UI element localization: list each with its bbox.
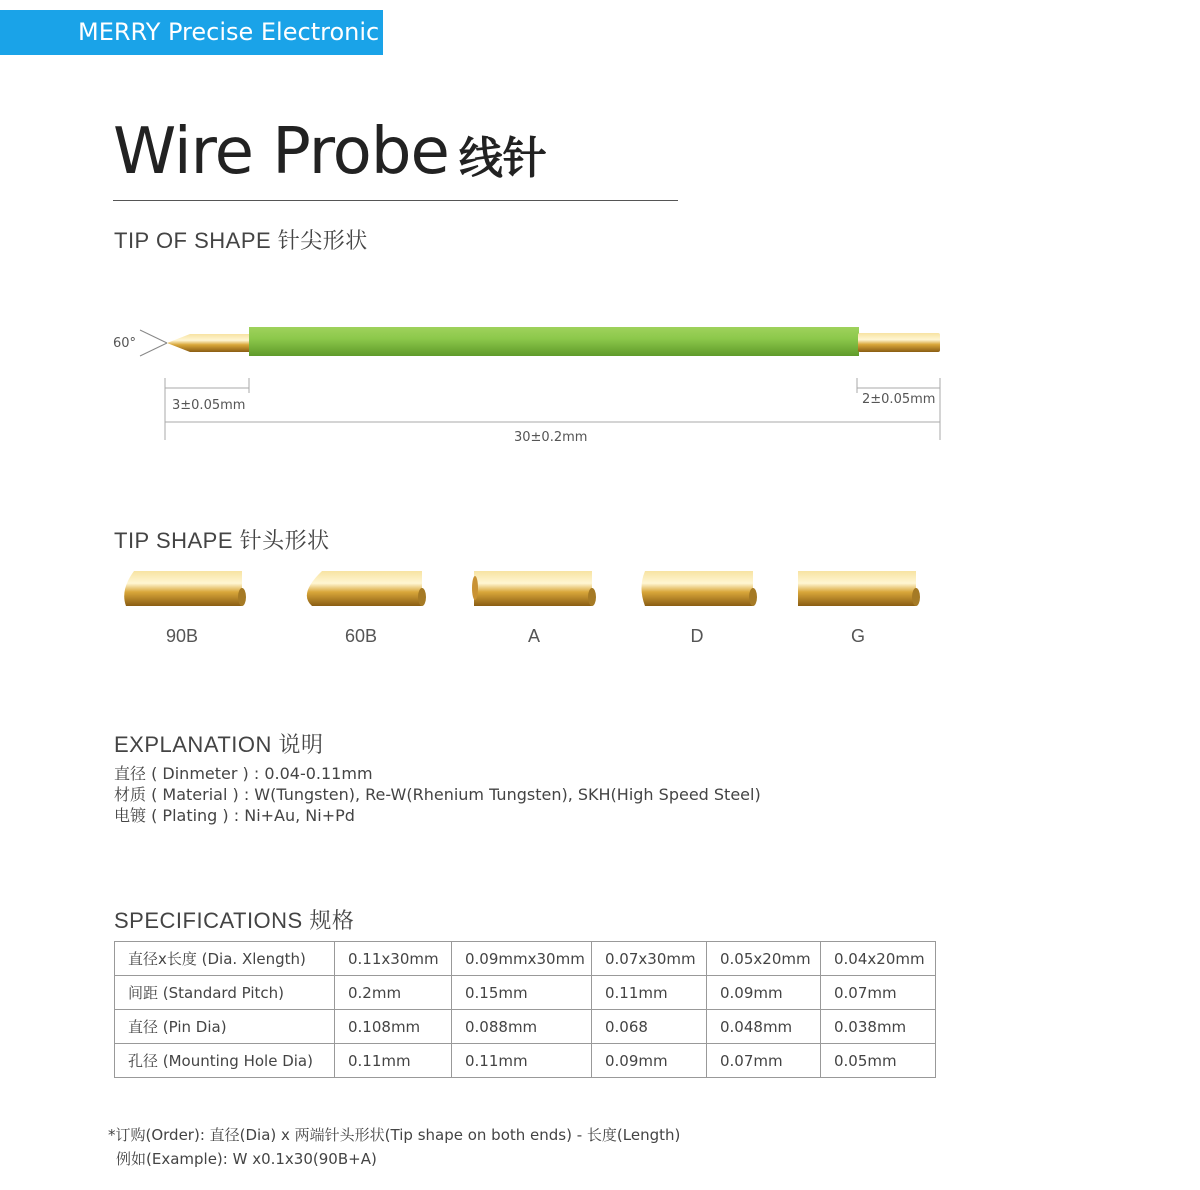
order-note: *订购(Order): 直径(Dia) x 两端针头形状(Tip shape on both ends) - 长度(Length) <box>108 1126 681 1144</box>
table-row <box>115 1010 936 1044</box>
section-specifications: SPECIFICATIONS 规格 <box>114 908 355 933</box>
table-cell: 0.038mm <box>821 1010 936 1044</box>
tip-g-icon <box>796 568 920 610</box>
page-title <box>113 112 547 199</box>
table-cell: 0.09mm <box>707 976 821 1010</box>
title-divider <box>113 200 678 201</box>
table-cell: 0.07mm <box>821 976 936 1010</box>
table-row <box>115 942 936 976</box>
table-cell: 0.048mm <box>707 1010 821 1044</box>
probe-diagram <box>0 300 1000 450</box>
title-zh: 线针 <box>458 133 547 184</box>
explanation-diameter: 直径 ( Dinmeter ) : 0.04-0.11mm <box>114 764 373 783</box>
table-row-header: 直径x长度 (Dia. Xlength) <box>115 942 335 976</box>
brand-banner: MERRY Precise Electronic <box>0 10 383 55</box>
section-tip-shape: TIP SHAPE 针头形状 <box>114 528 330 553</box>
explanation-material: 材质 ( Material ) : W(Tungsten), Re-W(Rhenium Tungsten), SKH(High Speed Steel) <box>114 785 761 804</box>
section-explanation: EXPLANATION 说明 <box>114 732 324 757</box>
tip-90b-icon <box>120 568 246 610</box>
tip-label-d: D <box>690 626 704 646</box>
probe-insulation <box>249 327 859 356</box>
section-tip-of-shape: TIP OF SHAPE 针尖形状 <box>114 228 368 253</box>
table-cell: 0.11mm <box>592 976 707 1010</box>
right-dim-label: 2±0.05mm <box>862 392 936 407</box>
table-row-header: 孔径 (Mounting Hole Dia) <box>115 1044 335 1078</box>
probe-left-tip <box>167 334 250 352</box>
table-row-header: 间距 (Standard Pitch) <box>115 976 335 1010</box>
table-cell: 0.05x20mm <box>707 942 821 976</box>
total-dim-label: 30±0.2mm <box>514 430 588 445</box>
tip-60b-icon <box>298 568 426 610</box>
table-cell: 0.05mm <box>821 1044 936 1078</box>
spec-table <box>114 941 936 1078</box>
table-cell: 0.07mm <box>707 1044 821 1078</box>
left-dim-label: 3±0.05mm <box>172 398 246 413</box>
table-cell: 0.04x20mm <box>821 942 936 976</box>
example-note: 例如(Example): W x0.1x30(90B+A) <box>116 1150 377 1168</box>
angle-label: 60° <box>113 336 137 351</box>
explanation-plating: 电镀 ( Plating ) : Ni+Au, Ni+Pd <box>114 806 355 825</box>
tip-a-icon <box>472 568 596 610</box>
table-cell: 0.09mm <box>592 1044 707 1078</box>
table-cell: 0.068 <box>592 1010 707 1044</box>
table-row-header: 直径 (Pin Dia) <box>115 1010 335 1044</box>
table-row <box>115 976 936 1010</box>
title-main: Wire Probe <box>113 115 449 189</box>
table-cell: 0.09mmx30mm <box>452 942 592 976</box>
tip-d-icon <box>637 568 757 610</box>
probe-right-tip <box>858 333 940 352</box>
table-cell: 0.15mm <box>452 976 592 1010</box>
angle-marker <box>113 330 167 356</box>
table-cell: 0.2mm <box>335 976 452 1010</box>
tip-label-g: G <box>850 626 865 646</box>
table-cell: 0.11x30mm <box>335 942 452 976</box>
table-row <box>115 1044 936 1078</box>
tip-label-90b: 90B <box>165 626 199 646</box>
table-cell: 0.108mm <box>335 1010 452 1044</box>
table-cell: 0.11mm <box>335 1044 452 1078</box>
tip-label-a: A <box>527 626 540 646</box>
table-cell: 0.11mm <box>452 1044 592 1078</box>
table-cell: 0.088mm <box>452 1010 592 1044</box>
tip-label-60b: 60B <box>344 626 378 646</box>
table-cell: 0.07x30mm <box>592 942 707 976</box>
